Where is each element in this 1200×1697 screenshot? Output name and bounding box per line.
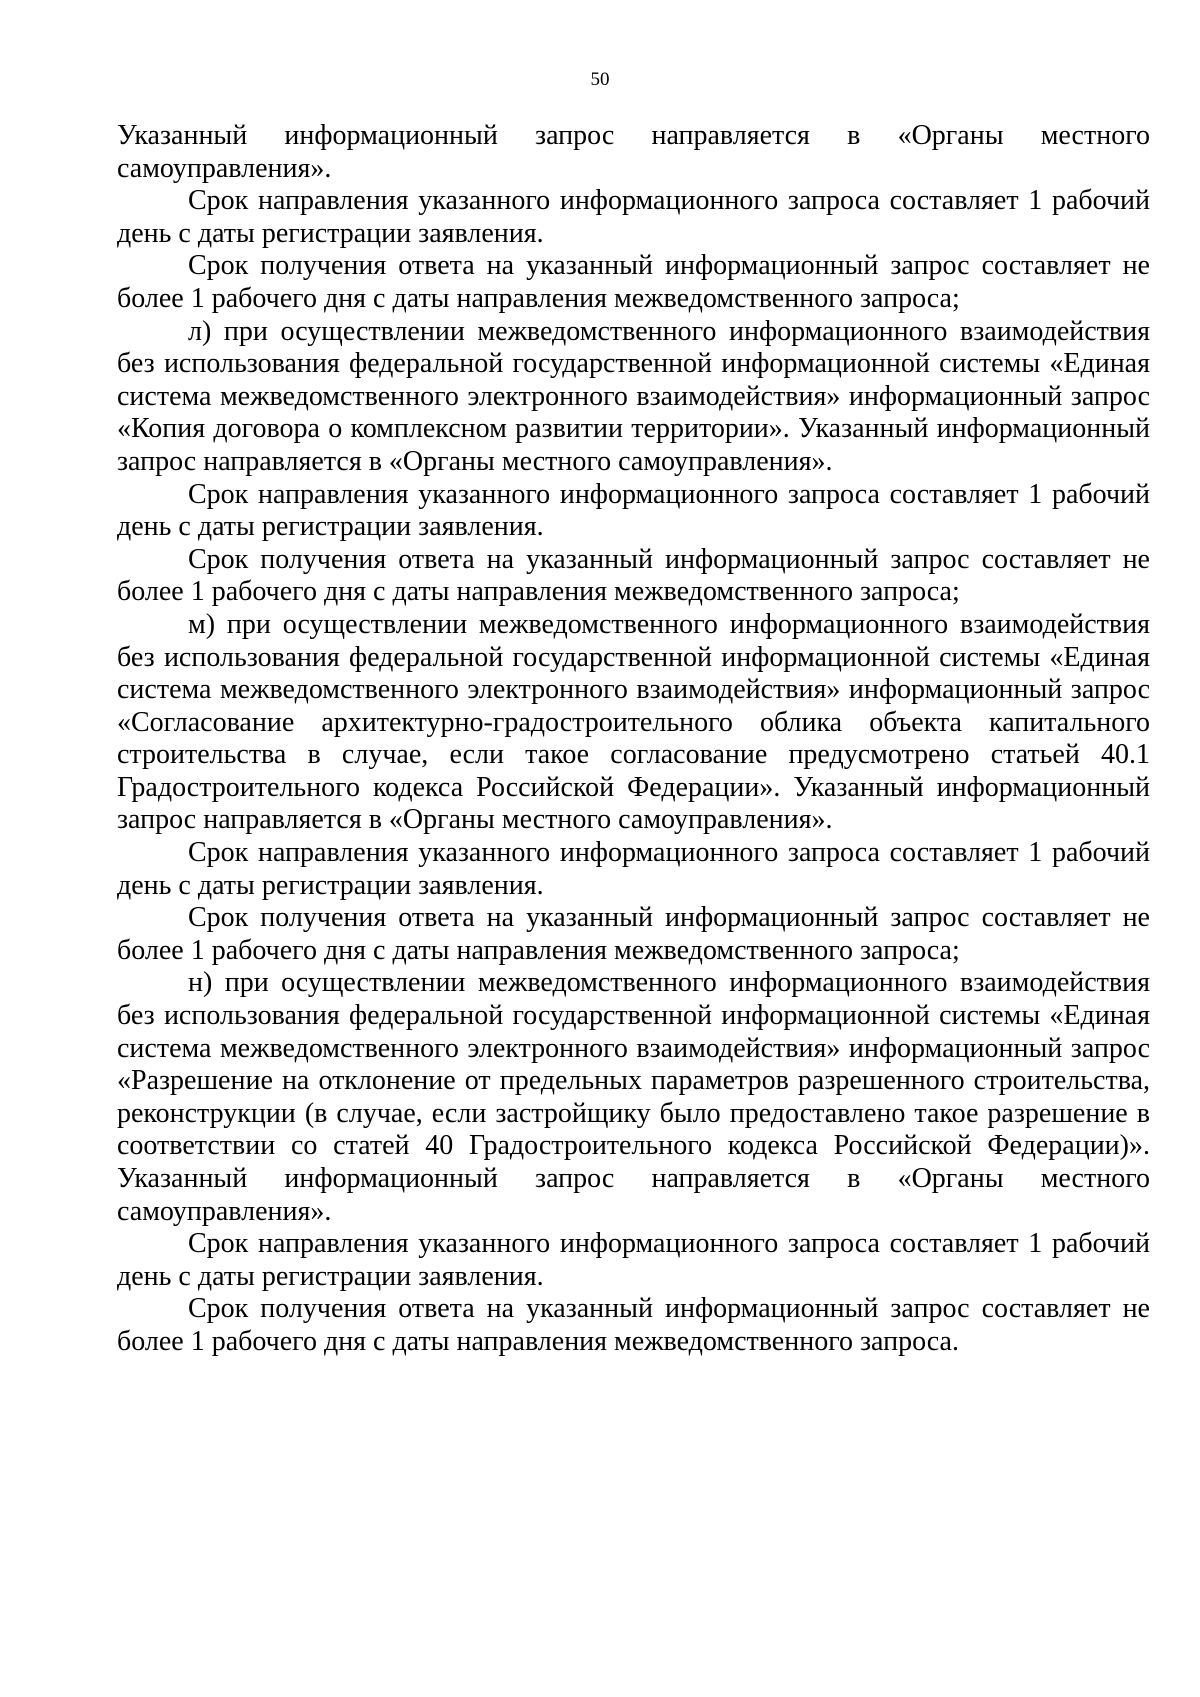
- document-body: [117, 120, 1150, 1359]
- paragraph: Указанный информационный запрос направляется в «Органы местного самоуправления».: [117, 120, 1150, 184]
- paragraph: Срок получения ответа на указанный информационный запрос составляет не более 1 рабочего дня с даты направления межведомственного запроса;: [117, 543, 1150, 608]
- paragraph: Срок получения ответа на указанный информационный запрос составляет не более 1 рабочего дня с даты направления межведомственного запроса;: [117, 902, 1150, 966]
- paragraph: Срок направления указанного информационного запроса составляет 1 рабочий день с даты регистрации заявления.: [117, 478, 1150, 543]
- page-number: 50: [590, 69, 610, 90]
- paragraph-item-m: м) при осуществлении межведомственного информационного взаимодействия без использования федеральной государственной информационной системы «Единая система межведомственного электронного взаимодействия» информационный запрос «Согласование архитектурно-градостроительного облика объекта капитального строительства в случае, если такое согласование предусмотрено статьей 40.1 Градостроительного кодекса Российской Федерации». Указанный информационный запрос направляется в «Органы местного самоуправления».: [117, 608, 1150, 836]
- paragraph: Срок получения ответа на указанный информационный запрос составляет не более 1 рабочего дня с даты направления межведомственного запроса.: [117, 1293, 1150, 1357]
- paragraph: Срок направления указанного информационного запроса составляет 1 рабочий день с даты регистрации заявления.: [117, 837, 1150, 901]
- paragraph-item-l: л) при осуществлении межведомственного информационного взаимодействия без использования федеральной государственной информационной системы «Единая система межведомственного электронного взаимодействия» информационный запрос «Копия договора о комплексном развитии территории». Указанный информационный запрос направляется в «Органы местного самоуправления».: [117, 315, 1150, 477]
- paragraph: Срок направления указанного информационного запроса составляет 1 рабочий день с даты регистрации заявления.: [117, 185, 1150, 249]
- paragraph: Срок получения ответа на указанный информационный запрос составляет не более 1 рабочего дня с даты направления межведомственного запроса;: [117, 250, 1150, 314]
- paragraph-item-n: н) при осуществлении межведомственного информационного взаимодействия без использования федеральной государственной информационной системы «Единая система межведомственного электронного взаимодействия» информационный запрос «Разрешение на отклонение от предельных параметров разрешенного строительства, реконструкции (в случае, если застройщику было предоставлено такое разрешение в соответствии со статей 40 Градостроительного кодекса Российской Федерации)». Указанный информационный запрос направляется в «Органы местного самоуправления».: [117, 967, 1150, 1227]
- paragraph: Срок направления указанного информационного запроса составляет 1 рабочий день с даты регистрации заявления.: [117, 1228, 1150, 1292]
